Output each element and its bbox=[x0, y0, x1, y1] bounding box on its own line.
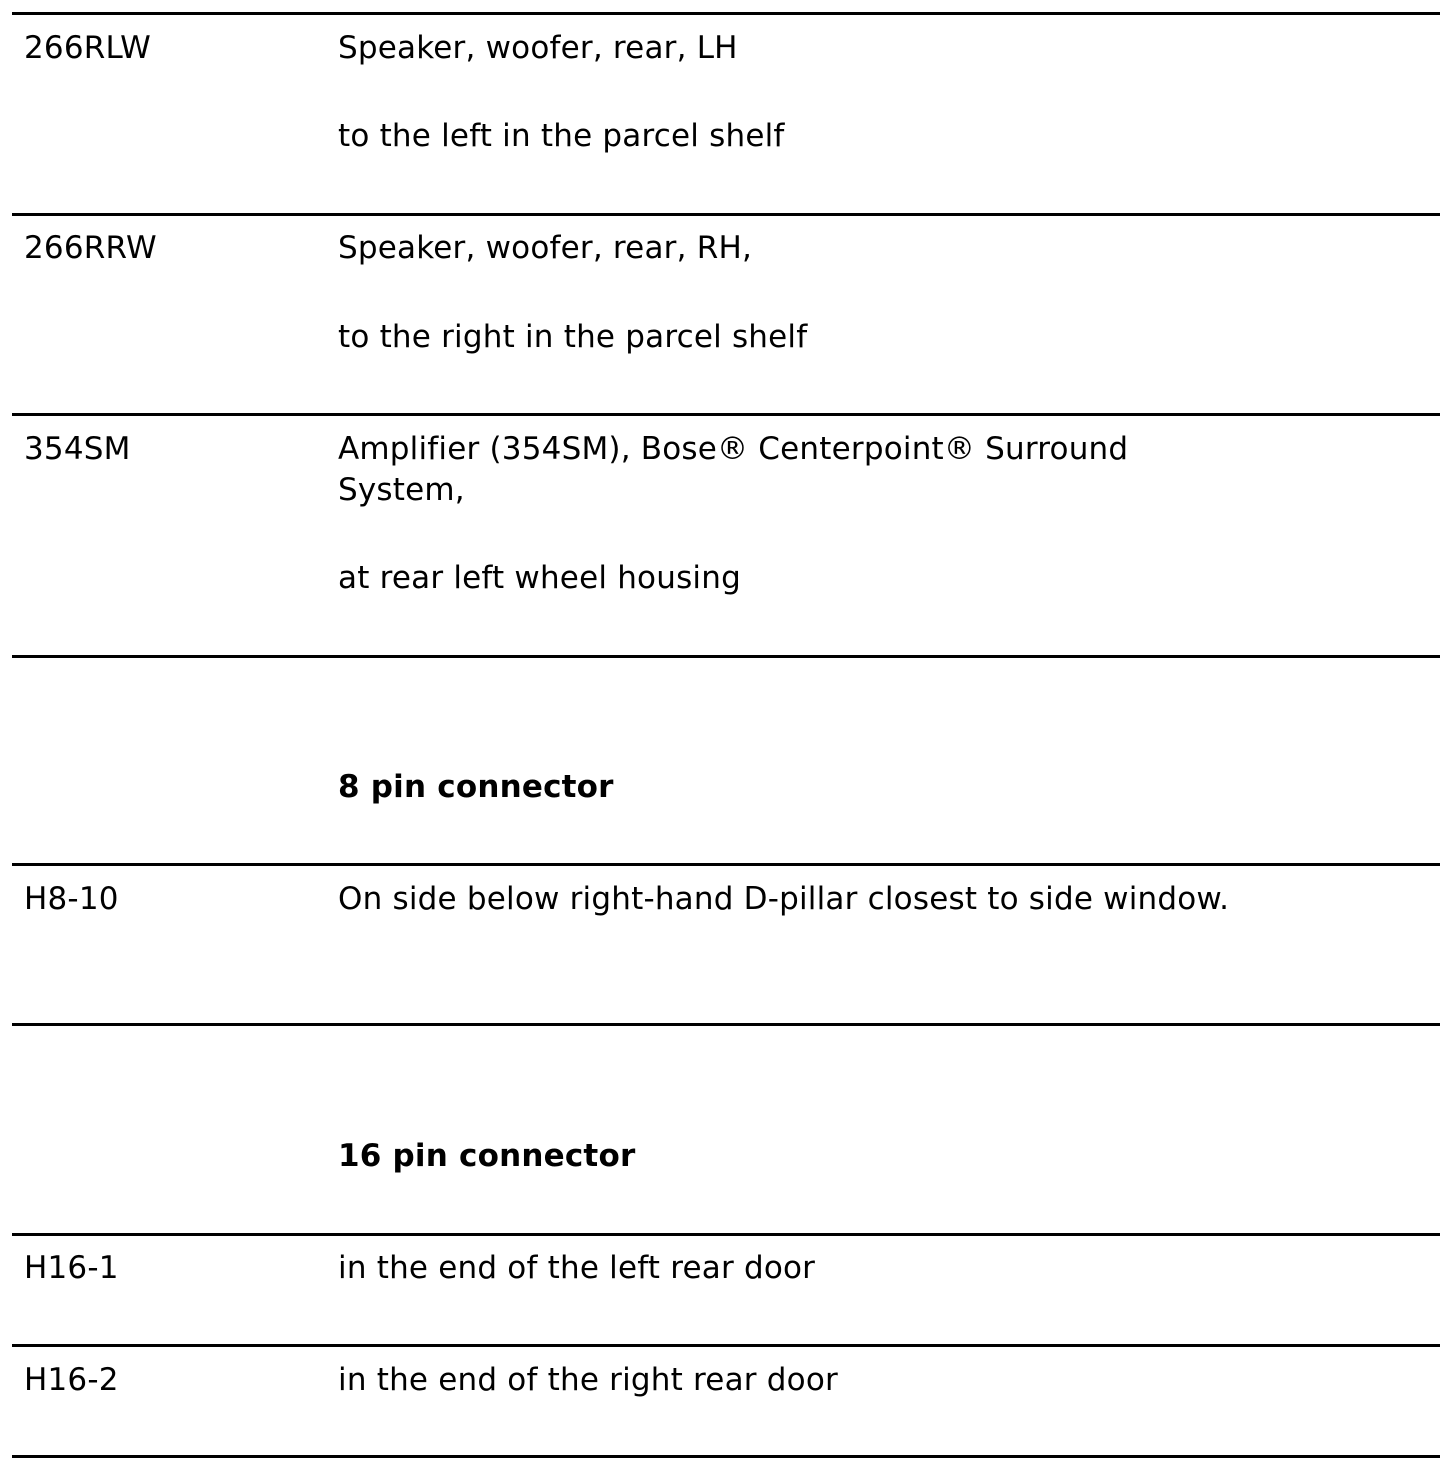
section-heading-8-pin: 8 pin connector bbox=[338, 769, 614, 805]
component-code: 354SM bbox=[24, 431, 131, 467]
component-description: Speaker, woofer, rear, RH, bbox=[338, 230, 753, 266]
table-divider bbox=[12, 1455, 1440, 1458]
component-location: at rear left wheel housing bbox=[338, 560, 741, 596]
table-divider bbox=[12, 863, 1440, 866]
connector-location: in the end of the left rear door bbox=[338, 1250, 816, 1286]
table-divider bbox=[12, 213, 1440, 216]
connector-code: H16-1 bbox=[24, 1250, 119, 1286]
table-divider bbox=[12, 12, 1440, 15]
connector-location: in the end of the right rear door bbox=[338, 1362, 838, 1398]
section-heading-16-pin: 16 pin connector bbox=[338, 1138, 636, 1174]
table-divider bbox=[12, 413, 1440, 416]
table-divider bbox=[12, 1233, 1440, 1236]
component-code: 266RLW bbox=[24, 30, 151, 66]
component-description: Speaker, woofer, rear, LH bbox=[338, 30, 738, 66]
connector-code: H16-2 bbox=[24, 1362, 119, 1398]
table-divider bbox=[12, 655, 1440, 658]
component-location: to the left in the parcel shelf bbox=[338, 118, 785, 154]
table-divider bbox=[12, 1023, 1440, 1026]
connector-code: H8-10 bbox=[24, 881, 119, 917]
component-description: Amplifier (354SM), Bose® Centerpoint® Surround System, bbox=[338, 431, 1129, 508]
component-location: to the right in the parcel shelf bbox=[338, 319, 808, 355]
table-divider bbox=[12, 1344, 1440, 1347]
component-code: 266RRW bbox=[24, 230, 157, 266]
connector-location: On side below right-hand D-pillar closest to side window. bbox=[338, 881, 1230, 917]
